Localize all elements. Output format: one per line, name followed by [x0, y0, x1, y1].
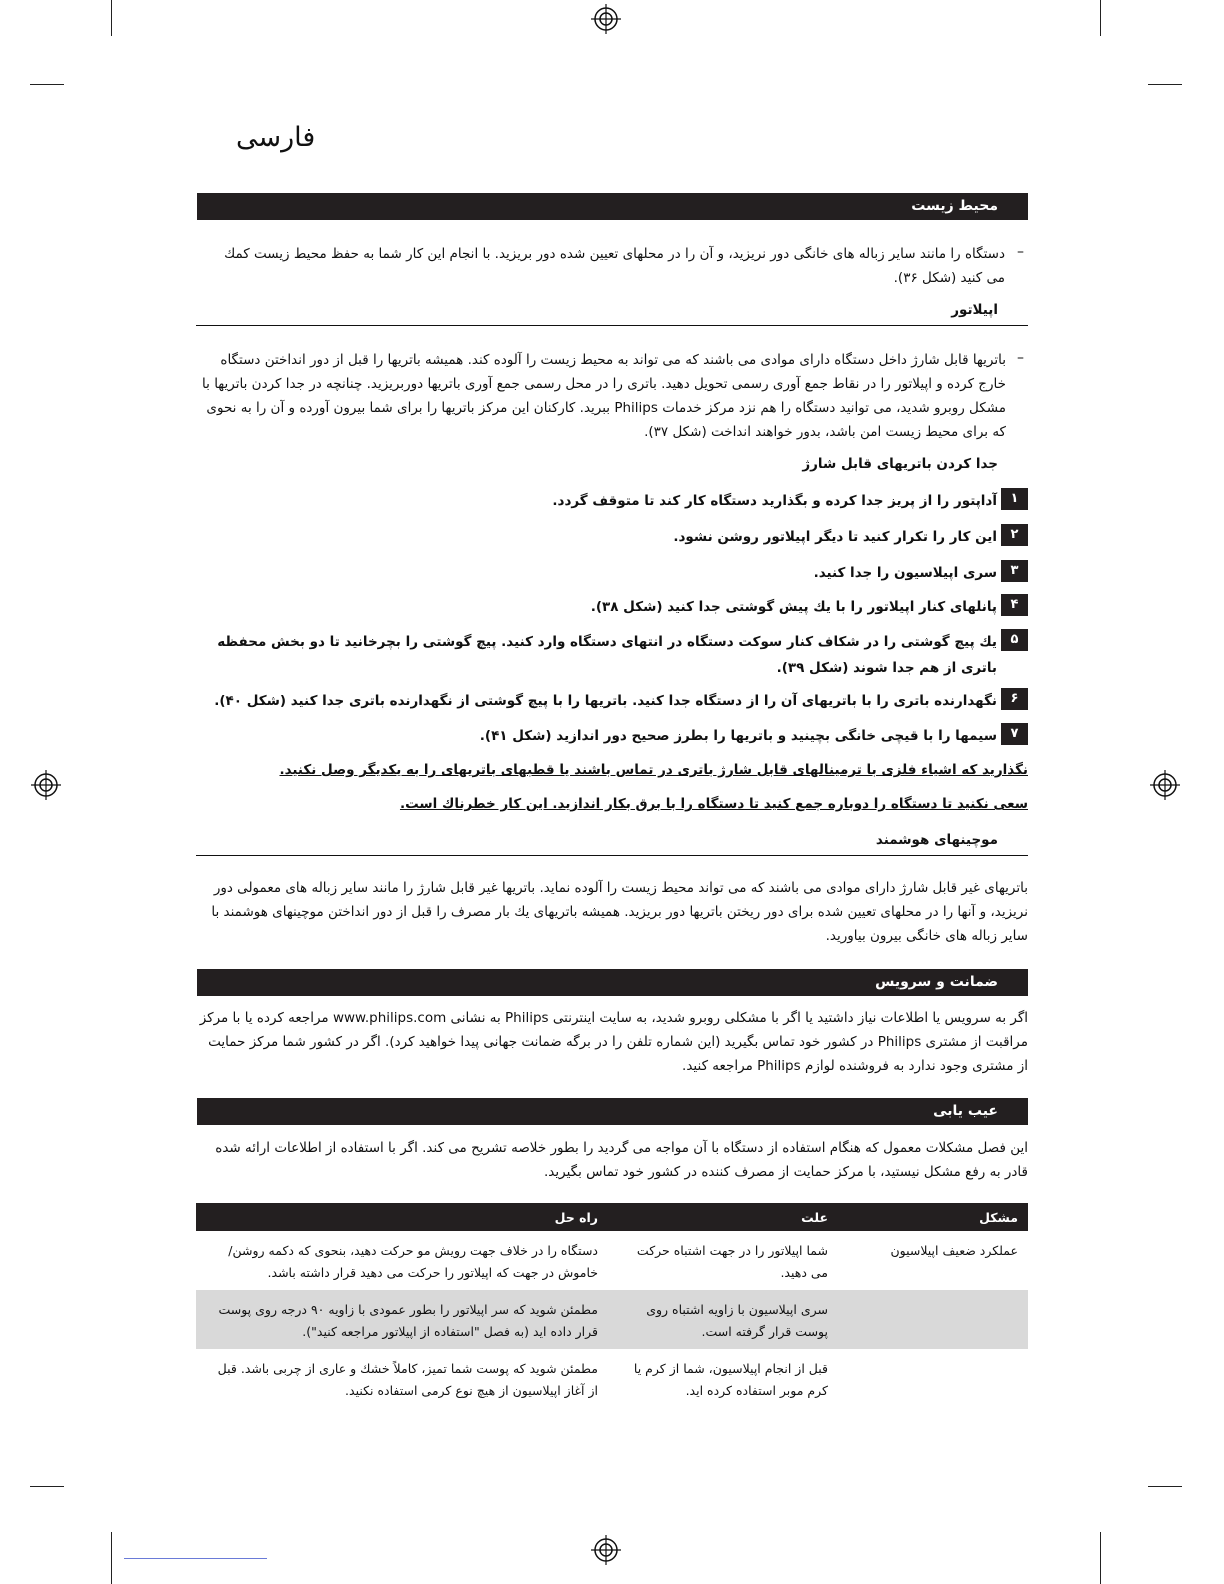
step-number: ۶	[1001, 688, 1028, 710]
table-row	[196, 1231, 1028, 1290]
table-header-row	[196, 1203, 1028, 1231]
step-text: سیمها را با قیچی خانگی بچینید و باتریها را بطرز صحیح دور اندازید (شکل ۴۱).	[479, 728, 997, 744]
warning-reassemble: سعی نکنید تا دستگاه را دوباره جمع کنید تا دستگاه را با برق بکار اندازید. این کار خطرناك است.	[399, 796, 1028, 812]
step-text: یك پیچ گوشتی را در شکاف کنار سوکت دستگاه در انتهای دستگاه وارد کنید. پیچ گوشتی را بچرخانید تا دو بخش محفظه باتری از هم جدا شوند (شکل ۳۹).	[217, 634, 997, 676]
step-number: ۴	[1001, 594, 1028, 616]
battery-removal-subhead: جدا کردن باتریهای قابل شارژ	[802, 456, 998, 472]
step-text: این کار را تکرار کنید تا دیگر اپیلاتور روشن نشود.	[673, 529, 997, 545]
registration-mark-left-icon	[31, 770, 61, 800]
step-4	[196, 594, 1028, 620]
registration-mark-top-icon	[591, 4, 621, 34]
crop-mark-left-bottom	[30, 1486, 64, 1487]
troubleshooting-table	[196, 1203, 1028, 1408]
step-number: ۲	[1001, 524, 1028, 546]
crop-mark-bottom-left	[111, 1532, 112, 1584]
guarantee-text: اگر به سرویس یا اطلاعات نیاز داشتید یا اگر با مشکلی روبرو شدید، به سایت اینترنتی Philips به نشانی www.philips.com مراجعه کرده یا با مرکز مراقبت از مشتری Philips در کشور خود تماس بگیرید (این شماره تلفن را در برگه ضمانت جهانی پیدا خواهید کرد). اگر در کشور شما مرکز حمایت از مشتری وجود ندارد به فروشنده لوازم Philips مراجعه کنید.	[199, 1010, 1028, 1074]
crop-mark-top-left	[111, 0, 112, 36]
crop-mark-top-right	[1100, 0, 1101, 36]
step-6	[196, 688, 1028, 714]
table-row	[196, 1349, 1028, 1408]
problem-cell	[838, 1290, 1028, 1349]
step-number: ۵	[1001, 629, 1028, 651]
step-number: ۱	[1001, 488, 1028, 510]
page-title: فارسی	[236, 122, 316, 153]
column-header-cause: علت	[608, 1203, 838, 1231]
crop-mark-right-top	[1148, 84, 1182, 85]
registration-mark-bottom-icon	[591, 1535, 621, 1565]
bullet-dash: –	[1017, 350, 1024, 366]
step-text: پانلهای کنار اپیلاتور را با یك پیش گوشتی جدا کنید (شکل ۳۸).	[590, 599, 997, 615]
warning-metal-objects: نگذارید که اشیاء فلزی با ترمینالهای قابل شارژ باتری در تماس باشند یا قطبهای باتریهای را به یکدیگر وصل نکنید.	[279, 762, 1028, 778]
environment-bullet-1: دستگاه را مانند سایر زباله های خانگی دور نریزید، و آن را در محلهای تعیین شده دور بریزید. با انجام این کار شما به حفظ محیط زیست کمك می کنید (شکل ۳۶).	[224, 246, 1005, 286]
cause-cell: شما اپیلاتور را در جهت اشتباه حرکت می دهید.	[636, 1243, 828, 1280]
table-row	[196, 1290, 1028, 1349]
smart-tweezers-subhead: موچینهای هوشمند	[875, 832, 998, 848]
section-header-guarantee: ضمانت و سرویس	[197, 969, 1028, 996]
cause-cell: سری اپیلاسیون با زاویه اشتباه روی پوست قرار گرفته است.	[608, 1290, 838, 1349]
bullet-dash: –	[1017, 244, 1024, 260]
step-number: ۳	[1001, 560, 1028, 582]
crop-mark-left-top	[30, 84, 64, 85]
step-3	[196, 560, 1028, 586]
epilator-subhead: اپیلاتور	[951, 302, 998, 318]
step-7	[196, 723, 1028, 749]
step-2	[196, 524, 1028, 550]
tweezers-rule	[196, 855, 1028, 856]
solution-cell: مطمئن شوید که سر اپیلاتور را بطور عمودی با زاویه ۹۰ درجه روی پوست قرار داده اید (به فصل "استفاده از اپیلاتور مراجعه کنید").	[196, 1290, 608, 1349]
section-header-troubleshooting: عیب یابی	[197, 1098, 1028, 1125]
section-header-environment: محیط زیست	[197, 193, 1028, 220]
step-text: آداپتور را از پریز جدا کرده و بگذارید دستگاه کار کند تا متوقف گردد.	[552, 493, 997, 509]
smart-tweezers-text: باتریهای غیر قابل شارژ دارای موادی می باشند که می تواند محیط زیست را آلوده نماید. باتریها غیر قابل شارژ را مانند سایر زباله های معمولی دور نریزید، و آنها را در محلهای تعیین شده برای دور ریختن باتریها دور بریزید. همیشه باتریهای یك بار مصرف را قبل از دور انداختن موچینهای هوشمند با سایر زباله های خانگی بیرون بیاورید.	[211, 880, 1028, 944]
registration-mark-right-icon	[1150, 770, 1180, 800]
step-1	[196, 488, 1028, 514]
problem-cell: عملکرد ضعیف اپیلاسیون	[890, 1243, 1018, 1258]
column-header-problem: مشکل	[838, 1203, 1028, 1231]
bottom-link-underline	[124, 1558, 267, 1559]
problem-cell	[838, 1349, 1028, 1408]
step-5	[196, 629, 1028, 681]
step-text: سری اپیلاسیون را جدا کنید.	[813, 565, 997, 581]
environment-bullet-2: باتریها قابل شارژ داخل دستگاه دارای موادی می باشند که می تواند به محیط زیست را آلوده کند. همیشه باتریها را قبل از دور انداختن دستگاه خارج کرده و اپیلاتور را در نقاط جمع آوری رسمی تحویل دهید. باتری را در محل رسمی جمع آوری باتریها دوربریزید. چنانچه در جدا کردن باتریها با مشکل روبرو شدید، می توانید دستگاه را هم نزد مرکز خدمات Philips ببرید. کارکنان این مرکز باتریها را برای شما بیرون آورده و آن را به نحوی که برای محیط زیست امن باشد، بدور خواهند انداخت (شکل ۳۷).	[202, 352, 1006, 440]
step-text: نگهدارنده باتری را با باتریهای آن را از دستگاه جدا کنید. باتریها را با پیچ گوشتی از نگهدارنده باتری جدا کنید (شکل ۴۰).	[214, 693, 997, 709]
crop-mark-bottom-right	[1100, 1532, 1101, 1584]
cause-cell: قبل از انجام اپیلاسیون، شما از کرم یا کرم موبر استفاده کرده اید.	[633, 1361, 828, 1398]
epilator-rule	[196, 325, 1028, 326]
solution-cell: دستگاه را در خلاف جهت رویش مو حرکت دهید، بنحوی که دکمه روشن/خاموش در جهت که اپیلاتور را حرکت می دهید قرار داشته باشد.	[228, 1243, 598, 1280]
troubleshooting-intro: این فصل مشکلات معمول که هنگام استفاده از دستگاه با آن مواجه می گردید را بطور خلاصه تشریح می کند. اگر با استفاده از اطلاعات ارائه شده قادر به رفع مشکل نیستید، با مرکز حمایت از مصرف کننده در کشور خود تماس بگیرید.	[215, 1140, 1028, 1180]
step-number: ۷	[1001, 723, 1028, 745]
crop-mark-right-bottom	[1148, 1486, 1182, 1487]
column-header-solution: راه حل	[196, 1203, 608, 1231]
solution-cell: مطمئن شوید که پوست شما تمیز، کاملاً خشك و عاری از چربی باشد. قبل از آغاز اپیلاسیون از هیچ نوع کرمی استفاده نکنید.	[217, 1361, 598, 1398]
